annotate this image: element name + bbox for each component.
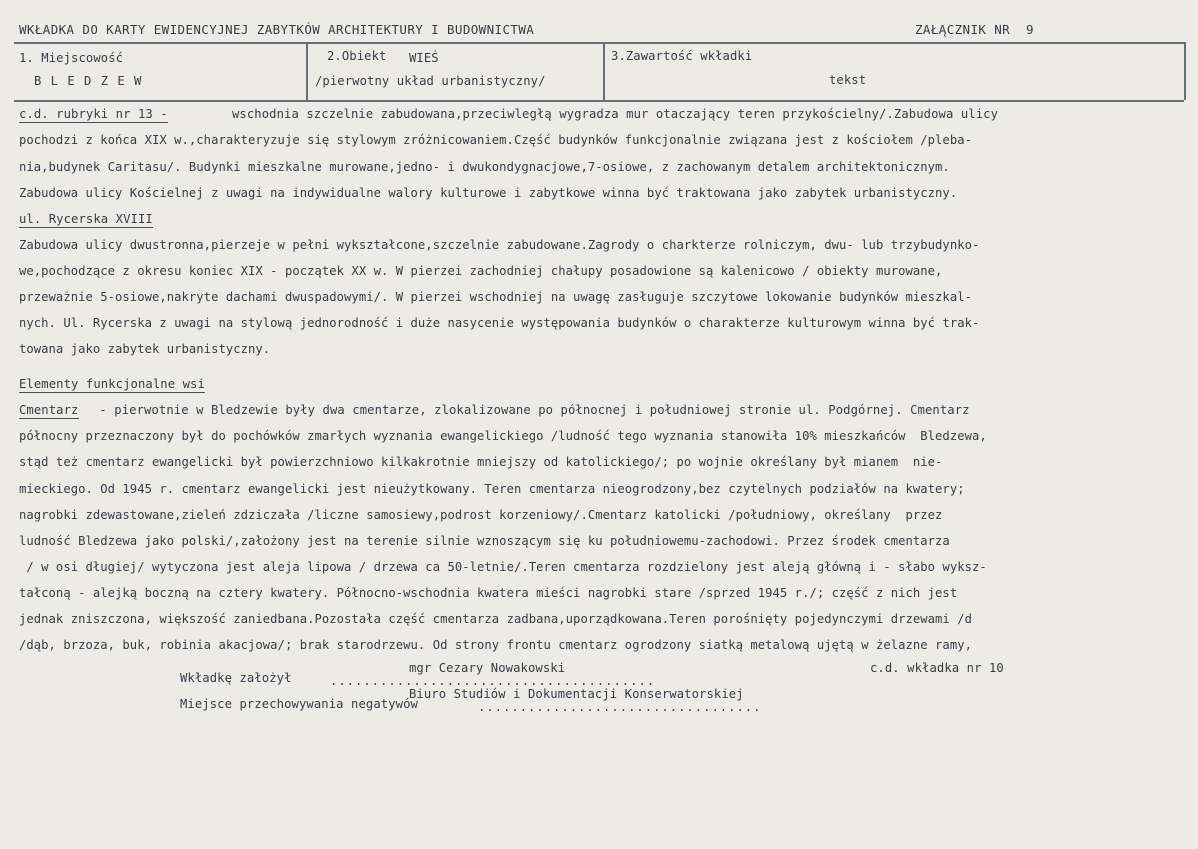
object-label: 2.Obiekt: [327, 49, 387, 63]
locality-label: 1. Miejscowość: [19, 51, 124, 65]
body-line: /dąb, brzoza, buk, robinia akacjowa/; brak starodrzewu. Od strony frontu cmentarz ogrodzony siatką metalową ujętą w żelazne ramy,: [19, 638, 972, 652]
field-divider-1: [306, 42, 308, 100]
field-right-edge: [1184, 42, 1186, 100]
body-line: mieckiego. Od 1945 r. cmentarz ewangelicki jest nieużytkowany. Teren cmentarza nieogrodzony,bez czytelnych podziałów na kwatery;: [19, 482, 965, 496]
body-line: Zabudowa ulicy Kościelnej z uwagi na indywidualne walory kulturowe i zabytkowe winna być traktowana jako zabytek urbanistyczny.: [19, 186, 958, 200]
body-line: przeważnie 5-osiowe,nakryte dachami dwuspadowymi/. W pierzei wschodniej na uwagę zasługuje szczytowe lokowanie budynków mieszkal-: [19, 290, 972, 304]
contents-label: 3.Zawartość wkładki: [611, 49, 753, 63]
body-line: ludność Bledzewa jako polski/,założony jest na terenie silnie wznoszącym się ku południowemu-zachodowi. Przez środek cmentarza: [19, 534, 950, 548]
card-title: WKŁADKA DO KARTY EWIDENCYJNEJ ZABYTKÓW ARCHITEKTURY I BUDOWNICTWA: [19, 22, 535, 37]
attachment-number: ZAŁĄCZNIK NR 9: [915, 22, 1034, 37]
body-line: Zabudowa ulicy dwustronna,pierzeje w pełni wykształcone,szczelnie zabudowane.Zagrody o charkterze rolniczym, dwu- lub trzybudynko-: [19, 238, 980, 252]
body-line: tałconą - alejką boczną na cztery kwatery. Północno-wschodnia kwatera mieści nagrobki stare /sprzed 1945 r./; część z nich jest: [19, 586, 958, 600]
body-line: towana jako zabytek urbanistyczny.: [19, 342, 271, 356]
body-line: północny przeznaczony był do pochówków zmarłych wyznania ewangelickiego /ludność tego wyznania stanowiła 10% mieszkańców Bledzewa,: [19, 429, 987, 443]
body-line: - pierwotnie w Bledzewie były dwa cmentarze, zlokalizowane po północnej i południowej stronie ul. Podgórnej. Cmentarz: [92, 403, 970, 417]
storage-label: Miejsce przechowywania negatywów: [180, 697, 418, 711]
body-line: stąd też cmentarz ewangelicki był powierzchniowo kilkakrotnie mniejszy od katolickiego/; po wojnie określany był mianem nie-: [19, 455, 943, 469]
field-divider-2: [603, 42, 605, 100]
body-line: wschodnia szczelnie zabudowana,przeciwległą wygradza mur otaczający teren przykościelny/.Zabudowa ulicy: [232, 107, 999, 121]
body-line: pochodzi z końca XIX w.,charakteryzuje się stylowym zróżnicowaniem.Część budynków funkcjonalnie związana jest z kościołem /pleba-: [19, 133, 972, 147]
created-by-value: mgr Cezary Nowakowski: [409, 661, 566, 675]
dotted-leader: .......................................: [330, 674, 656, 688]
body-line: nia,budynek Caritasu/. Budynki mieszkalne murowane,jedno- i dwukondygnacjowe,7-osiowe, z zachowanym detalem architektonicznym.: [19, 160, 950, 174]
created-by-label: Wkładkę założył: [180, 671, 292, 685]
object-value-type: WIEŚ: [409, 51, 439, 65]
body-line: nych. Ul. Rycerska z uwagi na stylową jednorodność i duże nasycenie występowania budynków o charakterze kulturowym winna być trak-: [19, 316, 980, 330]
object-value-description: /pierwotny układ urbanistyczny/: [315, 74, 546, 88]
subsection-heading: Cmentarz: [19, 403, 79, 417]
body-line: / w osi długiej/ wytyczona jest aleja lipowa / drzewa ca 50-letnie/.Teren cmentarza rozdzielony jest aleją główną i - słabo wyksz-: [19, 560, 987, 574]
header-rule: [14, 42, 1184, 44]
fields-rule: [14, 100, 1184, 102]
contents-value: tekst: [829, 73, 867, 87]
dotted-leader: ..................................: [478, 700, 762, 714]
section-heading: Elementy funkcjonalne wsi: [19, 377, 205, 391]
storage-value: Biuro Studiów i Dokumentacji Konserwatorskiej: [409, 687, 744, 701]
continuation-label: c.d. rubryki nr 13 -: [19, 107, 168, 121]
body-line: nagrobki zdewastowane,zieleń zdziczała /liczne samosiewy,podrost korzeniowy/.Cmentarz katolicki /południowy, określany przez: [19, 508, 943, 522]
body-line: we,pochodzące z okresu koniec XIX - początek XX w. W pierzei zachodniej chałupy posadowione są kalenicowo / obiekty murowane,: [19, 264, 943, 278]
section-heading: ul. Rycerska XVIII: [19, 212, 153, 226]
locality-value: B L E D Z E W: [34, 74, 143, 88]
body-line: jednak zniszczona, większość zaniedbana.Pozostała część cmentarza zadbana,uporządkowana.Teren porośnięty pojedynczymi drzewami /d: [19, 612, 972, 626]
continuation-note: c.d. wkładka nr 10: [870, 661, 1004, 675]
